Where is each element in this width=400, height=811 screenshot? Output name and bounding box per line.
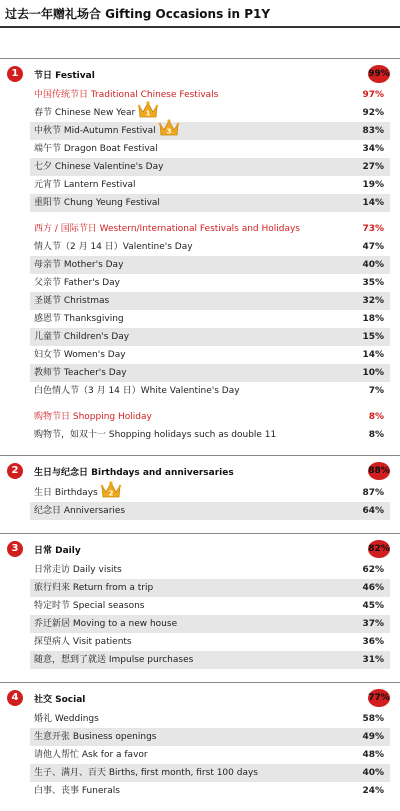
occasion-value: 24% — [362, 786, 384, 796]
occasion-row — [30, 158, 390, 176]
occasion-label: 生意开张 Business openings — [34, 732, 157, 742]
occasion-label: 白事、丧事 Funerals — [34, 786, 120, 796]
occasion-row — [30, 274, 390, 292]
occasion-row — [30, 561, 390, 579]
occasion-label: 生日 Birthdays — [34, 488, 98, 498]
occasion-label: 纪念日 Anniversaries — [34, 506, 126, 516]
occasion-value: 45% — [362, 601, 384, 611]
occasion-label: 圣诞节 Christmas — [34, 296, 110, 306]
occasion-label: 妇女节 Women's Day — [34, 350, 126, 360]
occasion-value: 64% — [362, 506, 384, 516]
occasion-value: 14% — [362, 350, 384, 360]
occasion-row — [30, 764, 390, 782]
section-percentage: 88% — [368, 466, 390, 476]
section-percentage: 82% — [368, 544, 390, 554]
occasion-label: 中秋节 Mid-Autumn Festival — [34, 126, 156, 136]
section-divider — [0, 682, 400, 683]
occasion-value: 15% — [362, 332, 384, 342]
occasion-value: 40% — [362, 768, 384, 778]
section-divider — [0, 533, 400, 534]
occasion-value: 8% — [368, 412, 384, 422]
occasion-row — [30, 382, 390, 400]
occasion-label: 探望病人 Visit patients — [34, 637, 132, 647]
occasion-row — [30, 292, 390, 310]
occasion-label: 中国传统节日 Traditional Chinese Festivals — [34, 90, 219, 100]
title-divider — [0, 26, 400, 28]
occasion-value: 36% — [362, 637, 384, 647]
occasion-label: 感恩节 Thanksgiving — [34, 314, 124, 324]
occasion-value: 35% — [362, 278, 384, 288]
occasion-value: 47% — [362, 242, 384, 252]
occasion-label: 母亲节 Mother's Day — [34, 260, 124, 270]
occasion-row — [30, 502, 390, 520]
occasion-row — [30, 194, 390, 212]
occasion-row — [30, 328, 390, 346]
subcategory-row — [30, 220, 390, 238]
occasion-label: 生子、满月、百天 Births, first month, first 100 days — [34, 768, 258, 778]
occasion-value: 7% — [368, 386, 384, 396]
section-title: 日常 Daily — [34, 546, 81, 556]
occasion-value: 10% — [362, 368, 384, 378]
section-percentage: 99% — [368, 69, 390, 79]
occasion-value: 87% — [362, 488, 384, 498]
occasion-label: 婚礼 Weddings — [34, 714, 99, 724]
rank-crown-icon — [100, 480, 122, 500]
occasion-value: 40% — [362, 260, 384, 270]
occasion-value: 31% — [362, 655, 384, 665]
section-number-badge: 1 — [7, 66, 23, 82]
occasion-row — [30, 651, 390, 669]
svg-text:3: 3 — [166, 127, 172, 136]
occasion-row — [30, 710, 390, 728]
section-title: 社交 Social — [34, 695, 86, 705]
occasion-row — [30, 256, 390, 274]
section-divider — [0, 58, 400, 59]
occasion-row — [30, 782, 390, 800]
occasion-label: 父亲节 Father's Day — [34, 278, 120, 288]
occasion-label: 教师节 Teacher's Day — [34, 368, 127, 378]
subcategory-row — [30, 408, 390, 426]
occasion-label: 重阳节 Chung Yeung Festival — [34, 198, 160, 208]
occasion-row — [30, 346, 390, 364]
occasion-value: 8% — [368, 430, 384, 440]
section-percentage: 77% — [368, 693, 390, 703]
section-number-badge: 4 — [7, 690, 23, 706]
section-title: 节日 Festival — [34, 71, 95, 81]
occasion-value: 46% — [362, 583, 384, 593]
occasion-label: 请他人帮忙 Ask for a favor — [34, 750, 148, 760]
svg-text:2: 2 — [108, 489, 114, 498]
occasion-label: 儿童节 Children's Day — [34, 332, 130, 342]
occasion-value: 27% — [362, 162, 384, 172]
occasion-value: 19% — [362, 180, 384, 190]
occasion-value: 58% — [362, 714, 384, 724]
subcategory-row — [30, 86, 390, 104]
rank-crown-icon — [137, 100, 159, 120]
occasion-row — [30, 176, 390, 194]
occasion-row — [30, 426, 390, 444]
occasion-row — [30, 122, 390, 140]
occasion-row — [30, 728, 390, 746]
occasion-row — [30, 484, 390, 502]
occasion-value: 34% — [362, 144, 384, 154]
occasion-label: 元宵节 Lantern Festival — [34, 180, 136, 190]
occasion-row — [30, 615, 390, 633]
occasion-value: 48% — [362, 750, 384, 760]
section-number-badge: 3 — [7, 541, 23, 557]
occasion-row — [30, 364, 390, 382]
occasion-row — [30, 140, 390, 158]
occasion-label: 购物节，如双十一 Shopping holidays such as double 11 — [34, 430, 277, 440]
occasion-value: 83% — [362, 126, 384, 136]
occasion-label: 购物节日 Shopping Holiday — [34, 412, 152, 422]
occasion-label: 情人节（2 月 14 日）Valentine's Day — [34, 242, 193, 252]
occasion-label: 日常走访 Daily visits — [34, 565, 122, 575]
occasion-value: 14% — [362, 198, 384, 208]
occasion-label: 白色情人节（3 月 14 日）White Valentine's Day — [34, 386, 240, 396]
occasion-label: 特定时节 Special seasons — [34, 601, 145, 611]
occasion-value: 18% — [362, 314, 384, 324]
occasion-row — [30, 746, 390, 764]
occasion-row — [30, 104, 390, 122]
section-title: 生日与纪念日 Birthdays and anniversaries — [34, 468, 234, 478]
occasion-value: 49% — [362, 732, 384, 742]
occasion-row — [30, 310, 390, 328]
page-title: 过去一年赠礼场合 Gifting Occasions in P1Y — [5, 7, 271, 21]
occasion-label: 西方 / 国际节日 Western/International Festivals and Holidays — [34, 224, 301, 234]
occasion-label: 乔迁新居 Moving to a new house — [34, 619, 178, 629]
occasion-label: 春节 Chinese New Year — [34, 108, 136, 118]
rank-crown-icon — [158, 118, 180, 138]
occasion-row — [30, 633, 390, 651]
occasion-value: 62% — [362, 565, 384, 575]
section-divider — [0, 455, 400, 456]
occasion-value: 97% — [362, 90, 384, 100]
occasion-row — [30, 579, 390, 597]
occasion-value: 37% — [362, 619, 384, 629]
occasion-value: 92% — [362, 108, 384, 118]
occasion-label: 随意，想到了就送 Impulse purchases — [34, 655, 194, 665]
occasion-value: 73% — [362, 224, 384, 234]
occasion-value: 32% — [362, 296, 384, 306]
occasion-label: 端午节 Dragon Boat Festival — [34, 144, 158, 154]
occasion-label: 七夕 Chinese Valentine's Day — [34, 162, 164, 172]
occasion-label: 旅行归来 Return from a trip — [34, 583, 154, 593]
occasion-row — [30, 597, 390, 615]
occasion-row — [30, 238, 390, 256]
section-number-badge: 2 — [7, 463, 23, 479]
svg-text:1: 1 — [145, 109, 151, 118]
